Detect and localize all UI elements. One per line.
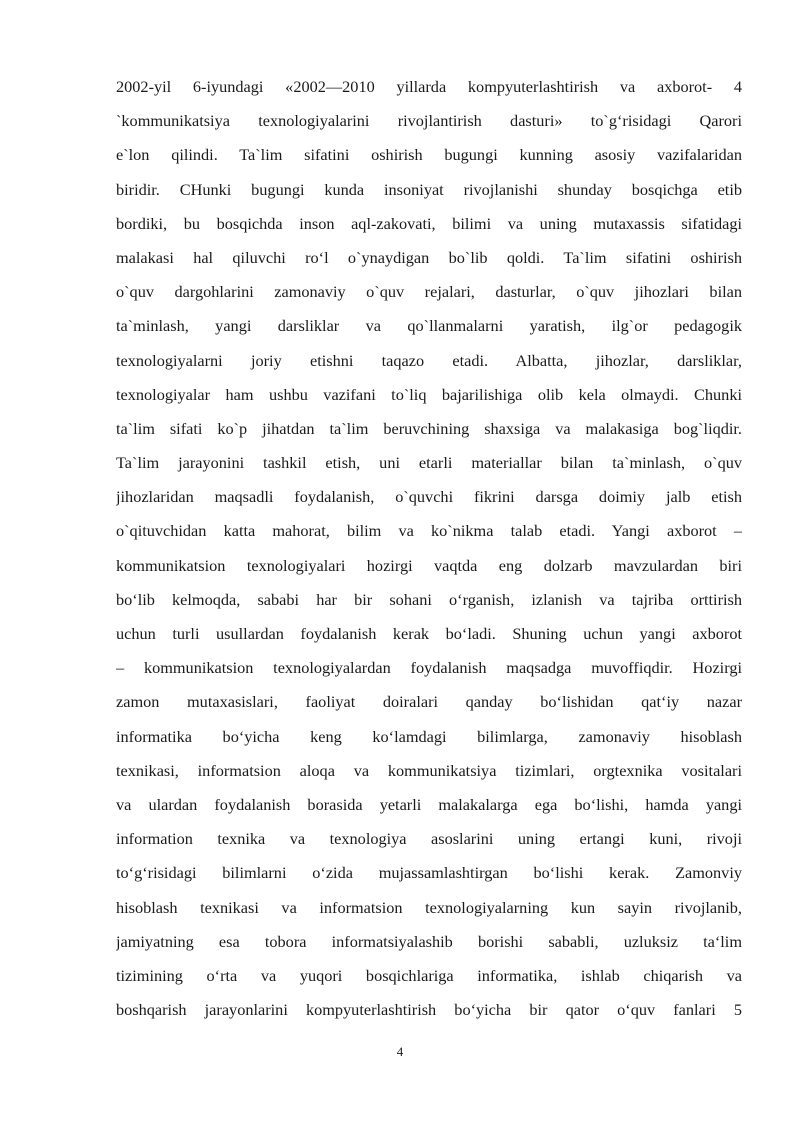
text-line: kommunikatsion texnologiyalari hozirgi vaqtda eng dolzarb mavzulardan biri xyxy=(116,555,742,575)
body-paragraph xyxy=(116,70,742,1027)
text-line: `kommunikatsiya texnologiyalarini rivojlantirish dasturi» to`g‘risidagi Qarori xyxy=(116,111,742,131)
page-number: 4 xyxy=(396,1044,404,1059)
text-line: texnologiyalarni joriy etishni taqazo etadi. Albatta, jihozlar, darsliklar, xyxy=(116,350,742,370)
text-line: o`quv dargohlarini zamonaviy o`quv rejalari, dasturlar, o`quv jihozlari bilan xyxy=(116,282,742,302)
text-line: boshqarish jarayonlarini kompyuterlashtirish bo‘yicha bir qator o‘quv fanlari 5 xyxy=(116,1000,742,1020)
text-line: jihozlaridan maqsadli foydalanish, o`quvchi fikrini darsga doimiy jalb etish xyxy=(116,487,742,507)
text-line: uchun turli usullardan foydalanish kerak bo‘ladi. Shuning uchun yangi axborot xyxy=(116,624,742,643)
text-line: texnologiyalar ham ushbu vazifani to`liq bajarilishiga olib kela olmaydi. Chunki xyxy=(116,384,742,404)
text-line: – kommunikatsion texnologiyalardan foydalanish maqsadga muvoffiqdir. Hozirgi xyxy=(116,658,742,678)
text-line: Ta`lim jarayonini tashkil etish, uni etarli materiallar bilan ta`minlash, o`quv xyxy=(116,453,742,473)
text-line: bordiki, bu bosqichda inson aql-zakovati, bilimi va uning mutaxassis sifatidagi xyxy=(116,213,742,233)
text-line: ta`lim sifati ko`p jihatdan ta`lim beruvchining shaxsiga va malakasiga bog`liqdir. xyxy=(116,418,742,438)
text-line: to‘g‘risidagi bilimlarni o‘zida mujassamlashtirgan bo‘lishi kerak. Zamonviy xyxy=(116,863,742,883)
text-line: hisoblash texnikasi va informatsion texnologiyalarning kun sayin rivojlanib, xyxy=(116,897,742,917)
text-line: e`lon qilindi. Ta`lim sifatini oshirish bugungi kunning asosiy vazifalaridan xyxy=(116,145,742,165)
text-line: texnikasi, informatsion aloqa va kommunikatsiya tizimlari, orgtexnika vositalari xyxy=(116,760,742,780)
text-line: malakasi hal qiluvchi ro‘l o`ynaydigan bo`lib qoldi. Ta`lim sifatini oshirish xyxy=(116,247,742,267)
text-line: information texnika va texnologiya asoslarini uning ertangi kuni, rivoji xyxy=(116,829,742,849)
text-line: 2002-yil 6-iyundagi «2002—2010 yillarda kompyuterlashtirish va axborot- 4 xyxy=(116,77,742,96)
text-line: o`qituvchidan katta mahorat, bilim va ko`nikma talab etadi. Yangi axborot – xyxy=(116,521,742,541)
text-line: ta`minlash, yangi darsliklar va qo`llanmalarni yaratish, ilg`or pedagogik xyxy=(116,316,742,336)
text-line: informatika bo‘yicha keng ko‘lamdagi bilimlarga, zamonaviy hisoblash xyxy=(116,726,742,746)
text-line: tizimining o‘rta va yuqori bosqichlariga informatika, ishlab chiqarish va xyxy=(116,965,742,985)
text-line: bo‘lib kelmoqda, sababi har bir sohani o‘rganish, izlanish va tajriba orttirish xyxy=(116,589,742,609)
text-line: biridir. CHunki bugungi kunda insoniyat rivojlanishi shunday bosqichga etib xyxy=(116,179,742,199)
text-line: va ulardan foydalanish borasida yetarli malakalarga ega bo‘lishi, hamda yangi xyxy=(116,794,742,814)
text-line: zamon mutaxasislari, faoliyat doiralari qanday bo‘lishidan qat‘iy nazar xyxy=(116,692,742,712)
text-line: jamiyatning esa tobora informatsiyalashib borishi sababli, uzluksiz ta‘lim xyxy=(116,931,742,951)
